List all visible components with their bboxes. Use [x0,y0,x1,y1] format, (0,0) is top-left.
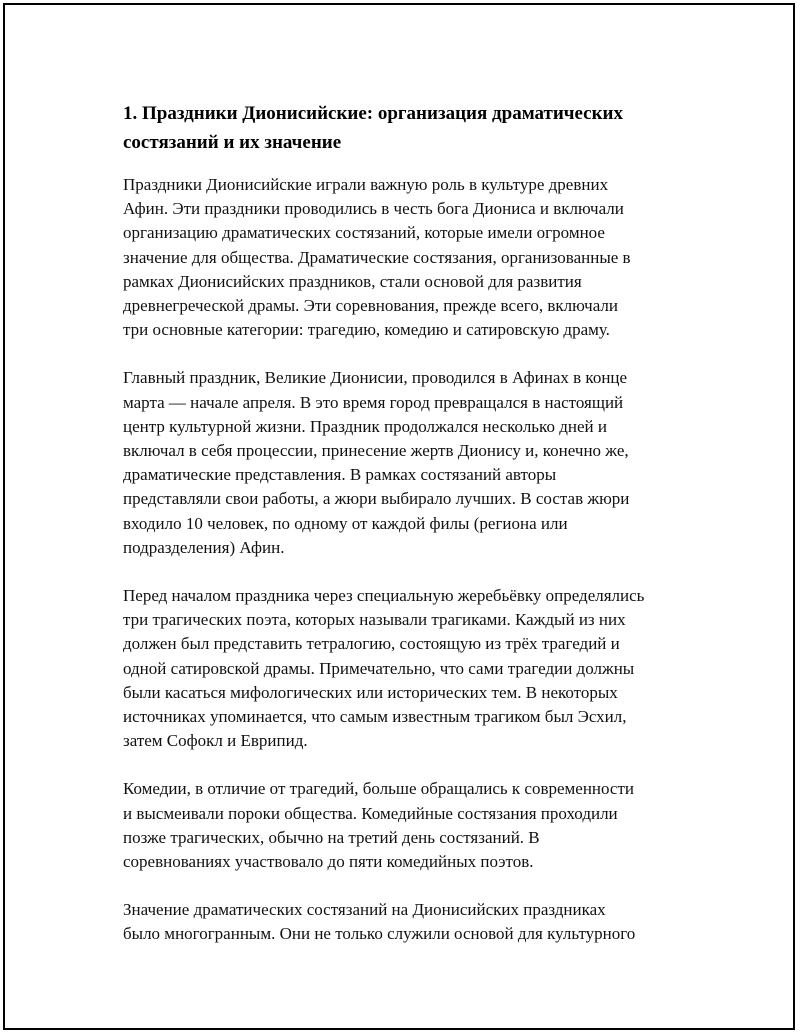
text-line: марта — начале апреля. В это время город превращался в настоящий [123,392,624,412]
text-line: затем Софокл и Еврипид. [123,731,308,751]
text-line: Афин. Эти праздники проводились в честь бога Диониса и включали [123,199,624,219]
text-line: Главный праздник, Великие Дионисии, проводился в Афинах в конце [123,368,628,388]
text-line: три трагических поэта, которых называли трагиками. Каждый из них [123,610,626,630]
text-line: центр культурной жизни. Праздник продолжался несколько дней и [123,416,607,436]
text-line: представляли свои работы, а жюри выбирало лучших. В состав жюри [123,489,630,509]
text-line: три основные категории: трагедию, комедию и сатировскую драму. [123,320,610,340]
text-line: и высмеивали пороки общества. Комедийные состязания проходили [123,803,618,823]
text-line: должен был представить тетралогию, состоящую из трёх трагедий и [123,634,620,654]
text-line: драматические представления. В рамках состязаний авторы [123,465,557,485]
text-line: были касаться мифологических или исторических тем. В некоторых [123,682,618,702]
page-frame [3,3,795,1030]
text-line: позже трагических, обычно на третий день состязаний. В [123,827,540,847]
paragraph [123,898,703,946]
heading-line: состязаний и их значение [123,132,342,153]
paragraph [123,584,703,753]
text-line: Комедии, в отличие от трагедий, больше обращались к современности [123,779,635,799]
text-line: было многогранным. Они не только служили основой для культурного [123,924,636,944]
text-line: Перед началом праздника через специальную жеребьёвку определялись [123,586,645,606]
text-line: соревнованиях участвовало до пяти комедийных поэтов. [123,852,534,872]
text-line: Значение драматических состязаний на Дионисийских праздниках [123,900,606,920]
text-line: подразделения) Афин. [123,537,285,557]
section-heading [123,99,703,157]
text-line: организацию драматических состязаний, которые имели огромное [123,223,605,243]
text-line: значение для общества. Драматические состязания, организованные в [123,247,631,267]
text-line: источниках упоминается, что самым известным трагиком был Эсхил, [123,707,627,727]
paragraph [123,173,703,342]
text-line: входило 10 человек, по одному от каждой филы (региона или [123,513,568,533]
paragraph [123,777,703,874]
text-line: древнегреческой драмы. Эти соревнования, прежде всего, включали [123,296,618,316]
document-body [123,99,703,971]
paragraph [123,366,703,560]
text-line: включал в себя процессии, принесение жертв Дионису и, конечно же, [123,441,629,461]
text-line: Праздники Дионисийские играли важную роль в культуре древних [123,175,609,194]
text-line: рамках Дионисийских праздников, стали основой для развития [123,271,582,291]
text-line: одной сатировской драмы. Примечательно, что сами трагедии должны [123,658,635,678]
heading-line: 1. Праздники Дионисийские: организация драматических [123,103,624,124]
